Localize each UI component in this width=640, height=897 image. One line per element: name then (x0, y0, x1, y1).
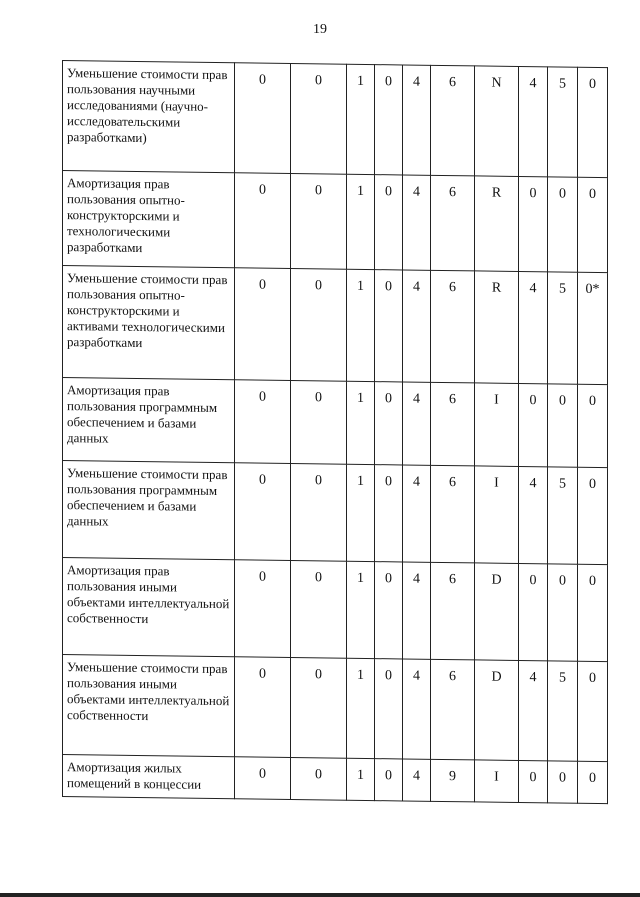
code-digit-9: 5 (548, 272, 578, 384)
code-digit-8: 0 (519, 383, 548, 466)
code-digit-7: R (475, 176, 519, 272)
code-digit-8: 0 (519, 760, 548, 802)
code-digit-10: 0 (578, 761, 608, 803)
code-digit-10: 0 (578, 177, 608, 272)
table-row (63, 378, 608, 468)
code-digit-2: 0 (291, 757, 347, 800)
code-digit-8: 4 (519, 271, 548, 383)
code-digit-10: 0 (578, 67, 608, 177)
code-digit-9: 0 (548, 564, 578, 661)
code-digit-3: 1 (347, 269, 375, 381)
code-digit-9: 5 (548, 467, 578, 564)
code-digit-9: 5 (548, 67, 578, 177)
code-digit-6: 6 (431, 65, 475, 176)
code-digit-6: 6 (431, 175, 475, 271)
row-description: Амортизация прав пользования иными объектами интеллектуальной собственности (63, 558, 235, 657)
document-sheet (62, 60, 607, 804)
code-digit-8: 4 (519, 66, 548, 176)
code-digit-4: 0 (375, 65, 403, 175)
code-digit-6: 6 (431, 382, 475, 466)
table-row (63, 266, 608, 385)
code-digit-5: 4 (403, 465, 431, 562)
table-row (63, 461, 608, 565)
code-digit-3: 1 (347, 64, 375, 174)
row-description: Уменьшение стоимости прав пользования иными объектами интеллектуальной собственности (63, 655, 235, 757)
code-digit-2: 0 (291, 560, 347, 658)
code-digit-2: 0 (291, 63, 347, 174)
code-digit-10: 0 (578, 661, 608, 761)
code-digit-5: 4 (403, 270, 431, 382)
code-digit-5: 4 (403, 759, 431, 801)
row-description: Амортизация жилых помещений в концессии (63, 755, 235, 799)
code-digit-9: 5 (548, 661, 578, 761)
code-digit-8: 4 (519, 466, 548, 563)
code-digit-1: 0 (235, 560, 291, 658)
code-digit-1: 0 (235, 463, 291, 561)
code-digit-10: 0* (578, 272, 608, 384)
row-description: Уменьшение стоимости прав пользования программным обеспечением и базами данных (63, 461, 235, 560)
code-digit-1: 0 (235, 657, 291, 758)
code-digit-3: 1 (347, 174, 375, 269)
code-digit-7: I (475, 760, 519, 803)
code-digit-8: 0 (519, 563, 548, 660)
code-digit-9: 0 (548, 384, 578, 467)
code-digit-4: 0 (375, 175, 403, 270)
code-digit-4: 0 (375, 659, 403, 759)
code-digit-2: 0 (291, 268, 347, 381)
row-description: Амортизация прав пользования программным обеспечением и базами данных (63, 378, 235, 463)
table-row (63, 61, 608, 178)
code-digit-4: 0 (375, 562, 403, 659)
code-digit-5: 4 (403, 65, 431, 175)
code-digit-3: 1 (347, 658, 375, 758)
code-digit-7: I (475, 466, 519, 564)
code-digit-4: 0 (375, 759, 403, 801)
code-digit-1: 0 (235, 757, 291, 800)
code-digit-2: 0 (291, 657, 347, 758)
code-digit-6: 6 (431, 465, 475, 563)
table-row (63, 655, 608, 762)
code-digit-7: R (475, 271, 519, 384)
code-digit-6: 6 (431, 659, 475, 760)
code-digit-5: 4 (403, 382, 431, 465)
code-digit-3: 1 (347, 758, 375, 800)
row-description: Уменьшение стоимости прав пользования научными исследованиями (научно-исследовательскими разработками) (63, 61, 235, 173)
scan-bottom-edge (0, 893, 640, 897)
code-digit-9: 0 (548, 177, 578, 272)
code-digit-2: 0 (291, 463, 347, 561)
code-digit-3: 1 (347, 381, 375, 464)
code-digit-9: 0 (548, 761, 578, 803)
code-digit-7: D (475, 563, 519, 661)
code-digit-1: 0 (235, 173, 291, 269)
page-number: 19 (313, 22, 327, 37)
code-digit-7: N (475, 66, 519, 177)
code-digit-7: I (475, 383, 519, 467)
code-digit-5: 4 (403, 562, 431, 659)
code-digit-10: 0 (578, 384, 608, 467)
table-row (63, 171, 608, 273)
code-digit-2: 0 (291, 380, 347, 464)
code-digit-1: 0 (235, 268, 291, 381)
code-digit-4: 0 (375, 465, 403, 562)
code-digit-1: 0 (235, 380, 291, 464)
code-digit-6: 6 (431, 562, 475, 660)
table-row (63, 558, 608, 662)
row-description: Амортизация прав пользования опытно-конструкторскими и технологическими разработками (63, 171, 235, 268)
code-digit-4: 0 (375, 382, 403, 465)
code-digit-1: 0 (235, 63, 291, 174)
table-row (63, 755, 608, 804)
code-digit-4: 0 (375, 270, 403, 382)
code-digit-7: D (475, 660, 519, 761)
code-digit-6: 6 (431, 270, 475, 383)
code-digit-8: 4 (519, 660, 548, 760)
code-digit-6: 9 (431, 759, 475, 802)
code-digit-3: 1 (347, 561, 375, 658)
code-digit-3: 1 (347, 464, 375, 561)
code-digit-5: 4 (403, 659, 431, 759)
code-digit-10: 0 (578, 467, 608, 564)
code-digit-5: 4 (403, 175, 431, 270)
code-digit-2: 0 (291, 173, 347, 269)
row-description: Уменьшение стоимости прав пользования опытно-конструкторскими и активами технологическими разработками (63, 266, 235, 380)
accounting-codes-table (62, 60, 608, 804)
code-digit-10: 0 (578, 564, 608, 661)
code-digit-8: 0 (519, 176, 548, 271)
